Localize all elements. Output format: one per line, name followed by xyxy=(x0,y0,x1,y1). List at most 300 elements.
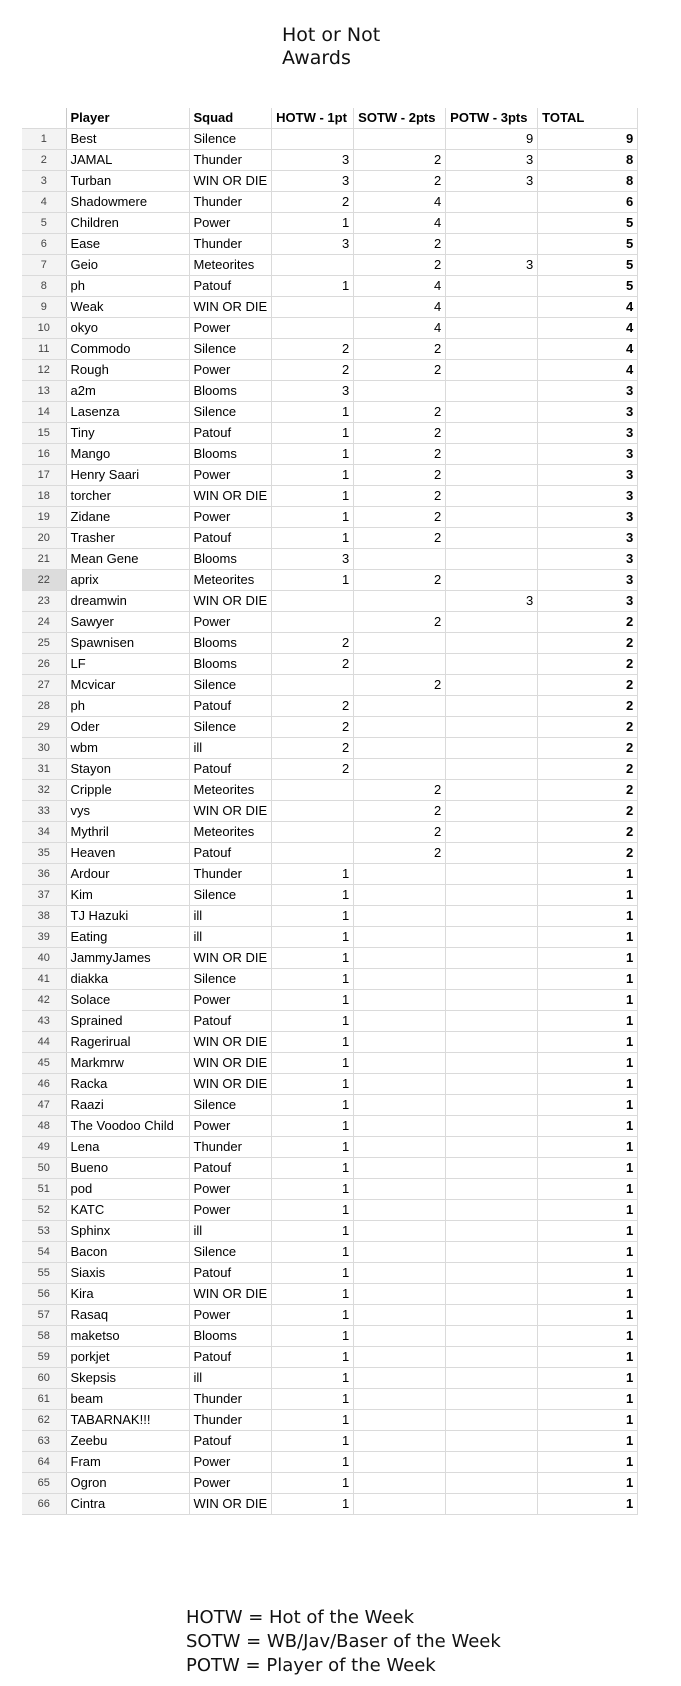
potw-cell[interactable] xyxy=(446,297,538,318)
row-number[interactable]: 40 xyxy=(22,948,66,969)
potw-cell[interactable] xyxy=(446,906,538,927)
squad-cell[interactable]: Patouf xyxy=(189,423,272,444)
total-cell[interactable]: 4 xyxy=(538,297,638,318)
total-cell[interactable]: 1 xyxy=(538,927,638,948)
total-cell[interactable]: 1 xyxy=(538,1116,638,1137)
sotw-cell[interactable] xyxy=(354,1095,446,1116)
hotw-cell[interactable]: 1 xyxy=(272,1410,354,1431)
potw-cell[interactable] xyxy=(446,1179,538,1200)
hotw-cell[interactable]: 1 xyxy=(272,1473,354,1494)
hotw-cell[interactable]: 1 xyxy=(272,1347,354,1368)
squad-cell[interactable]: WIN OR DIE xyxy=(189,801,272,822)
potw-cell[interactable] xyxy=(446,1410,538,1431)
hotw-cell[interactable]: 1 xyxy=(272,1116,354,1137)
sotw-cell[interactable] xyxy=(354,1032,446,1053)
squad-cell[interactable]: Thunder xyxy=(189,192,272,213)
potw-cell[interactable] xyxy=(446,780,538,801)
player-cell[interactable]: pod xyxy=(66,1179,189,1200)
player-cell[interactable]: Fram xyxy=(66,1452,189,1473)
total-cell[interactable]: 1 xyxy=(538,948,638,969)
row-number[interactable]: 61 xyxy=(22,1389,66,1410)
potw-cell[interactable] xyxy=(446,1074,538,1095)
player-cell[interactable]: beam xyxy=(66,1389,189,1410)
column-header-hotw[interactable]: HOTW - 1pt xyxy=(272,108,354,129)
sotw-cell[interactable] xyxy=(354,864,446,885)
player-cell[interactable]: Ease xyxy=(66,234,189,255)
hotw-cell[interactable]: 1 xyxy=(272,927,354,948)
sotw-cell[interactable] xyxy=(354,717,446,738)
total-cell[interactable]: 1 xyxy=(538,1242,638,1263)
total-cell[interactable]: 8 xyxy=(538,150,638,171)
player-cell[interactable]: JammyJames xyxy=(66,948,189,969)
hotw-cell[interactable]: 3 xyxy=(272,381,354,402)
player-cell[interactable]: Cintra xyxy=(66,1494,189,1515)
sotw-cell[interactable]: 2 xyxy=(354,822,446,843)
row-number[interactable]: 51 xyxy=(22,1179,66,1200)
hotw-cell[interactable]: 1 xyxy=(272,1032,354,1053)
hotw-cell[interactable]: 1 xyxy=(272,1242,354,1263)
total-cell[interactable]: 1 xyxy=(538,1326,638,1347)
total-cell[interactable]: 1 xyxy=(538,969,638,990)
sotw-cell[interactable] xyxy=(354,948,446,969)
potw-cell[interactable] xyxy=(446,339,538,360)
hotw-cell[interactable]: 1 xyxy=(272,1494,354,1515)
squad-cell[interactable]: Power xyxy=(189,1179,272,1200)
row-number[interactable]: 35 xyxy=(22,843,66,864)
total-cell[interactable]: 1 xyxy=(538,1473,638,1494)
total-cell[interactable]: 1 xyxy=(538,1347,638,1368)
total-cell[interactable]: 2 xyxy=(538,780,638,801)
total-cell[interactable]: 2 xyxy=(538,633,638,654)
total-cell[interactable]: 3 xyxy=(538,402,638,423)
sotw-cell[interactable]: 2 xyxy=(354,780,446,801)
potw-cell[interactable] xyxy=(446,570,538,591)
squad-cell[interactable]: ill xyxy=(189,906,272,927)
potw-cell[interactable] xyxy=(446,990,538,1011)
row-number[interactable]: 62 xyxy=(22,1410,66,1431)
total-cell[interactable]: 1 xyxy=(538,1389,638,1410)
sotw-cell[interactable]: 2 xyxy=(354,234,446,255)
player-cell[interactable]: JAMAL xyxy=(66,150,189,171)
hotw-cell[interactable]: 1 xyxy=(272,1368,354,1389)
total-cell[interactable]: 3 xyxy=(538,423,638,444)
row-number[interactable]: 11 xyxy=(22,339,66,360)
potw-cell[interactable] xyxy=(446,213,538,234)
potw-cell[interactable] xyxy=(446,822,538,843)
potw-cell[interactable] xyxy=(446,675,538,696)
potw-cell[interactable] xyxy=(446,969,538,990)
row-number[interactable]: 34 xyxy=(22,822,66,843)
potw-cell[interactable] xyxy=(446,1452,538,1473)
total-cell[interactable]: 9 xyxy=(538,129,638,150)
total-cell[interactable]: 3 xyxy=(538,465,638,486)
total-cell[interactable]: 3 xyxy=(538,528,638,549)
squad-cell[interactable]: Thunder xyxy=(189,1389,272,1410)
potw-cell[interactable] xyxy=(446,633,538,654)
player-cell[interactable]: The Voodoo Child xyxy=(66,1116,189,1137)
row-number[interactable]: 56 xyxy=(22,1284,66,1305)
potw-cell[interactable]: 3 xyxy=(446,150,538,171)
potw-cell[interactable] xyxy=(446,1221,538,1242)
total-cell[interactable]: 3 xyxy=(538,591,638,612)
player-cell[interactable]: Children xyxy=(66,213,189,234)
sotw-cell[interactable] xyxy=(354,1452,446,1473)
row-number[interactable]: 1 xyxy=(22,129,66,150)
total-cell[interactable]: 1 xyxy=(538,1452,638,1473)
potw-cell[interactable] xyxy=(446,549,538,570)
hotw-cell[interactable]: 1 xyxy=(272,465,354,486)
potw-cell[interactable] xyxy=(446,1116,538,1137)
sotw-cell[interactable] xyxy=(354,633,446,654)
sotw-cell[interactable] xyxy=(354,1053,446,1074)
player-cell[interactable]: vys xyxy=(66,801,189,822)
hotw-cell[interactable]: 1 xyxy=(272,885,354,906)
potw-cell[interactable] xyxy=(446,1032,538,1053)
squad-cell[interactable]: Thunder xyxy=(189,150,272,171)
column-header-squad[interactable]: Squad xyxy=(189,108,272,129)
squad-cell[interactable]: Meteorites xyxy=(189,780,272,801)
hotw-cell[interactable]: 1 xyxy=(272,1452,354,1473)
squad-cell[interactable]: Patouf xyxy=(189,1158,272,1179)
sotw-cell[interactable] xyxy=(354,1221,446,1242)
sotw-cell[interactable] xyxy=(354,591,446,612)
row-number[interactable]: 3 xyxy=(22,171,66,192)
row-number[interactable]: 30 xyxy=(22,738,66,759)
player-cell[interactable]: Bacon xyxy=(66,1242,189,1263)
potw-cell[interactable] xyxy=(446,801,538,822)
total-cell[interactable]: 1 xyxy=(538,1095,638,1116)
row-number[interactable]: 59 xyxy=(22,1347,66,1368)
sotw-cell[interactable]: 2 xyxy=(354,171,446,192)
total-cell[interactable]: 1 xyxy=(538,906,638,927)
squad-cell[interactable]: Silence xyxy=(189,675,272,696)
player-cell[interactable]: Ardour xyxy=(66,864,189,885)
player-cell[interactable]: diakka xyxy=(66,969,189,990)
squad-cell[interactable]: WIN OR DIE xyxy=(189,1053,272,1074)
row-number[interactable]: 38 xyxy=(22,906,66,927)
squad-cell[interactable]: Thunder xyxy=(189,864,272,885)
hotw-cell[interactable] xyxy=(272,675,354,696)
hotw-cell[interactable]: 1 xyxy=(272,276,354,297)
player-cell[interactable]: Best xyxy=(66,129,189,150)
player-cell[interactable]: KATC xyxy=(66,1200,189,1221)
hotw-cell[interactable]: 1 xyxy=(272,570,354,591)
potw-cell[interactable] xyxy=(446,1494,538,1515)
sotw-cell[interactable] xyxy=(354,549,446,570)
potw-cell[interactable] xyxy=(446,486,538,507)
total-cell[interactable]: 4 xyxy=(538,318,638,339)
column-header-total[interactable]: TOTAL xyxy=(538,108,638,129)
squad-cell[interactable]: Thunder xyxy=(189,1410,272,1431)
total-cell[interactable]: 1 xyxy=(538,1179,638,1200)
hotw-cell[interactable]: 1 xyxy=(272,1095,354,1116)
total-cell[interactable]: 3 xyxy=(538,381,638,402)
total-cell[interactable]: 1 xyxy=(538,1074,638,1095)
squad-cell[interactable]: Blooms xyxy=(189,381,272,402)
player-cell[interactable]: Shadowmere xyxy=(66,192,189,213)
sotw-cell[interactable]: 2 xyxy=(354,402,446,423)
row-number[interactable]: 10 xyxy=(22,318,66,339)
player-cell[interactable]: Heaven xyxy=(66,843,189,864)
player-cell[interactable]: Raazi xyxy=(66,1095,189,1116)
hotw-cell[interactable] xyxy=(272,129,354,150)
squad-cell[interactable]: Power xyxy=(189,1116,272,1137)
squad-cell[interactable]: Silence xyxy=(189,969,272,990)
row-number[interactable]: 37 xyxy=(22,885,66,906)
sotw-cell[interactable]: 2 xyxy=(354,528,446,549)
sotw-cell[interactable] xyxy=(354,969,446,990)
sotw-cell[interactable] xyxy=(354,1137,446,1158)
row-number[interactable]: 28 xyxy=(22,696,66,717)
player-cell[interactable]: Bueno xyxy=(66,1158,189,1179)
hotw-cell[interactable]: 1 xyxy=(272,1053,354,1074)
hotw-cell[interactable] xyxy=(272,612,354,633)
player-cell[interactable]: Siaxis xyxy=(66,1263,189,1284)
row-number[interactable]: 46 xyxy=(22,1074,66,1095)
squad-cell[interactable]: Power xyxy=(189,612,272,633)
sotw-cell[interactable]: 2 xyxy=(354,360,446,381)
hotw-cell[interactable]: 2 xyxy=(272,192,354,213)
potw-cell[interactable] xyxy=(446,444,538,465)
potw-cell[interactable] xyxy=(446,465,538,486)
row-number[interactable]: 27 xyxy=(22,675,66,696)
sotw-cell[interactable]: 2 xyxy=(354,339,446,360)
player-cell[interactable]: porkjet xyxy=(66,1347,189,1368)
sotw-cell[interactable] xyxy=(354,1200,446,1221)
sotw-cell[interactable] xyxy=(354,1389,446,1410)
squad-cell[interactable]: WIN OR DIE xyxy=(189,1494,272,1515)
player-cell[interactable]: Eating xyxy=(66,927,189,948)
potw-cell[interactable] xyxy=(446,1368,538,1389)
sotw-cell[interactable] xyxy=(354,1410,446,1431)
player-cell[interactable]: okyo xyxy=(66,318,189,339)
sotw-cell[interactable] xyxy=(354,381,446,402)
squad-cell[interactable]: Silence xyxy=(189,339,272,360)
row-number[interactable]: 19 xyxy=(22,507,66,528)
squad-cell[interactable]: ill xyxy=(189,1221,272,1242)
sotw-cell[interactable]: 4 xyxy=(354,297,446,318)
row-number[interactable]: 49 xyxy=(22,1137,66,1158)
sotw-cell[interactable]: 2 xyxy=(354,843,446,864)
row-number[interactable]: 2 xyxy=(22,150,66,171)
squad-cell[interactable]: WIN OR DIE xyxy=(189,1284,272,1305)
player-cell[interactable]: Spawnisen xyxy=(66,633,189,654)
sotw-cell[interactable] xyxy=(354,1368,446,1389)
total-cell[interactable]: 3 xyxy=(538,549,638,570)
squad-cell[interactable]: Blooms xyxy=(189,654,272,675)
row-number[interactable]: 13 xyxy=(22,381,66,402)
hotw-cell[interactable]: 2 xyxy=(272,738,354,759)
sotw-cell[interactable] xyxy=(354,696,446,717)
row-number[interactable]: 52 xyxy=(22,1200,66,1221)
squad-cell[interactable]: WIN OR DIE xyxy=(189,486,272,507)
squad-cell[interactable]: ill xyxy=(189,1368,272,1389)
squad-cell[interactable]: Patouf xyxy=(189,696,272,717)
squad-cell[interactable]: Patouf xyxy=(189,1263,272,1284)
hotw-cell[interactable]: 2 xyxy=(272,717,354,738)
total-cell[interactable]: 1 xyxy=(538,1431,638,1452)
sotw-cell[interactable] xyxy=(354,1473,446,1494)
potw-cell[interactable]: 3 xyxy=(446,591,538,612)
sotw-cell[interactable] xyxy=(354,1284,446,1305)
potw-cell[interactable] xyxy=(446,759,538,780)
sotw-cell[interactable] xyxy=(354,927,446,948)
player-cell[interactable]: Lasenza xyxy=(66,402,189,423)
row-number[interactable]: 53 xyxy=(22,1221,66,1242)
squad-cell[interactable]: Silence xyxy=(189,402,272,423)
squad-cell[interactable]: Blooms xyxy=(189,1326,272,1347)
row-number[interactable]: 22 xyxy=(22,570,66,591)
sotw-cell[interactable]: 4 xyxy=(354,213,446,234)
hotw-cell[interactable]: 1 xyxy=(272,990,354,1011)
squad-cell[interactable]: Patouf xyxy=(189,528,272,549)
row-number[interactable]: 47 xyxy=(22,1095,66,1116)
player-cell[interactable]: Mango xyxy=(66,444,189,465)
row-number[interactable]: 4 xyxy=(22,192,66,213)
total-cell[interactable]: 5 xyxy=(538,276,638,297)
hotw-cell[interactable]: 3 xyxy=(272,234,354,255)
squad-cell[interactable]: Blooms xyxy=(189,633,272,654)
hotw-cell[interactable]: 3 xyxy=(272,150,354,171)
sotw-cell[interactable] xyxy=(354,1074,446,1095)
hotw-cell[interactable]: 1 xyxy=(272,1221,354,1242)
potw-cell[interactable] xyxy=(446,696,538,717)
player-cell[interactable]: Zidane xyxy=(66,507,189,528)
row-number[interactable]: 17 xyxy=(22,465,66,486)
row-number[interactable]: 6 xyxy=(22,234,66,255)
potw-cell[interactable] xyxy=(446,381,538,402)
squad-cell[interactable]: Power xyxy=(189,1305,272,1326)
row-number[interactable]: 12 xyxy=(22,360,66,381)
potw-cell[interactable] xyxy=(446,402,538,423)
squad-cell[interactable]: Patouf xyxy=(189,843,272,864)
row-number[interactable]: 16 xyxy=(22,444,66,465)
total-cell[interactable]: 5 xyxy=(538,255,638,276)
player-cell[interactable]: Geio xyxy=(66,255,189,276)
squad-cell[interactable]: Power xyxy=(189,1452,272,1473)
sotw-cell[interactable]: 4 xyxy=(354,192,446,213)
hotw-cell[interactable] xyxy=(272,591,354,612)
row-number[interactable]: 65 xyxy=(22,1473,66,1494)
potw-cell[interactable] xyxy=(446,612,538,633)
total-cell[interactable]: 1 xyxy=(538,1137,638,1158)
player-cell[interactable]: Sphinx xyxy=(66,1221,189,1242)
sotw-cell[interactable] xyxy=(354,1347,446,1368)
total-cell[interactable]: 1 xyxy=(538,1305,638,1326)
total-cell[interactable]: 2 xyxy=(538,675,638,696)
row-number[interactable]: 23 xyxy=(22,591,66,612)
total-cell[interactable]: 1 xyxy=(538,1221,638,1242)
squad-cell[interactable]: ill xyxy=(189,927,272,948)
potw-cell[interactable] xyxy=(446,192,538,213)
column-header-sotw[interactable]: SOTW - 2pts xyxy=(354,108,446,129)
potw-cell[interactable] xyxy=(446,1431,538,1452)
total-cell[interactable]: 1 xyxy=(538,1032,638,1053)
total-cell[interactable]: 2 xyxy=(538,801,638,822)
squad-cell[interactable]: Blooms xyxy=(189,549,272,570)
hotw-cell[interactable]: 2 xyxy=(272,339,354,360)
row-number[interactable]: 60 xyxy=(22,1368,66,1389)
sotw-cell[interactable]: 2 xyxy=(354,486,446,507)
row-number[interactable]: 63 xyxy=(22,1431,66,1452)
hotw-cell[interactable]: 1 xyxy=(272,1158,354,1179)
row-number[interactable]: 64 xyxy=(22,1452,66,1473)
squad-cell[interactable]: Patouf xyxy=(189,276,272,297)
squad-cell[interactable]: Thunder xyxy=(189,234,272,255)
player-cell[interactable]: wbm xyxy=(66,738,189,759)
player-cell[interactable]: Mcvicar xyxy=(66,675,189,696)
squad-cell[interactable]: Power xyxy=(189,1473,272,1494)
player-cell[interactable]: a2m xyxy=(66,381,189,402)
total-cell[interactable]: 1 xyxy=(538,1158,638,1179)
potw-cell[interactable] xyxy=(446,948,538,969)
potw-cell[interactable] xyxy=(446,864,538,885)
row-number[interactable]: 58 xyxy=(22,1326,66,1347)
total-cell[interactable]: 2 xyxy=(538,822,638,843)
player-cell[interactable]: Tiny xyxy=(66,423,189,444)
total-cell[interactable]: 2 xyxy=(538,738,638,759)
total-cell[interactable]: 2 xyxy=(538,843,638,864)
hotw-cell[interactable]: 1 xyxy=(272,1326,354,1347)
squad-cell[interactable]: WIN OR DIE xyxy=(189,591,272,612)
squad-cell[interactable]: WIN OR DIE xyxy=(189,1074,272,1095)
row-number[interactable]: 66 xyxy=(22,1494,66,1515)
row-number[interactable]: 43 xyxy=(22,1011,66,1032)
row-number[interactable]: 36 xyxy=(22,864,66,885)
player-cell[interactable]: Cripple xyxy=(66,780,189,801)
hotw-cell[interactable]: 1 xyxy=(272,969,354,990)
player-cell[interactable]: Oder xyxy=(66,717,189,738)
squad-cell[interactable]: Power xyxy=(189,360,272,381)
row-number[interactable]: 39 xyxy=(22,927,66,948)
potw-cell[interactable] xyxy=(446,276,538,297)
sotw-cell[interactable]: 2 xyxy=(354,801,446,822)
row-number[interactable]: 24 xyxy=(22,612,66,633)
potw-cell[interactable] xyxy=(446,1137,538,1158)
row-number[interactable]: 20 xyxy=(22,528,66,549)
total-cell[interactable]: 2 xyxy=(538,717,638,738)
sotw-cell[interactable]: 2 xyxy=(354,150,446,171)
total-cell[interactable]: 1 xyxy=(538,864,638,885)
column-header-player[interactable]: Player xyxy=(66,108,189,129)
player-cell[interactable]: Weak xyxy=(66,297,189,318)
sotw-cell[interactable]: 2 xyxy=(354,675,446,696)
row-number[interactable]: 32 xyxy=(22,780,66,801)
row-number[interactable]: 48 xyxy=(22,1116,66,1137)
hotw-cell[interactable]: 1 xyxy=(272,1137,354,1158)
sotw-cell[interactable] xyxy=(354,1242,446,1263)
squad-cell[interactable]: Power xyxy=(189,1200,272,1221)
hotw-cell[interactable]: 1 xyxy=(272,423,354,444)
sotw-cell[interactable] xyxy=(354,1011,446,1032)
hotw-cell[interactable]: 3 xyxy=(272,549,354,570)
player-cell[interactable]: Ragerirual xyxy=(66,1032,189,1053)
squad-cell[interactable]: Patouf xyxy=(189,1431,272,1452)
sotw-cell[interactable]: 2 xyxy=(354,444,446,465)
squad-cell[interactable]: Silence xyxy=(189,129,272,150)
row-number[interactable]: 14 xyxy=(22,402,66,423)
hotw-cell[interactable]: 2 xyxy=(272,759,354,780)
hotw-cell[interactable]: 1 xyxy=(272,444,354,465)
squad-cell[interactable]: Silence xyxy=(189,717,272,738)
potw-cell[interactable] xyxy=(446,1305,538,1326)
player-cell[interactable]: Zeebu xyxy=(66,1431,189,1452)
potw-cell[interactable] xyxy=(446,507,538,528)
squad-cell[interactable]: Power xyxy=(189,318,272,339)
squad-cell[interactable]: Power xyxy=(189,213,272,234)
squad-cell[interactable]: Meteorites xyxy=(189,255,272,276)
player-cell[interactable]: Rasaq xyxy=(66,1305,189,1326)
